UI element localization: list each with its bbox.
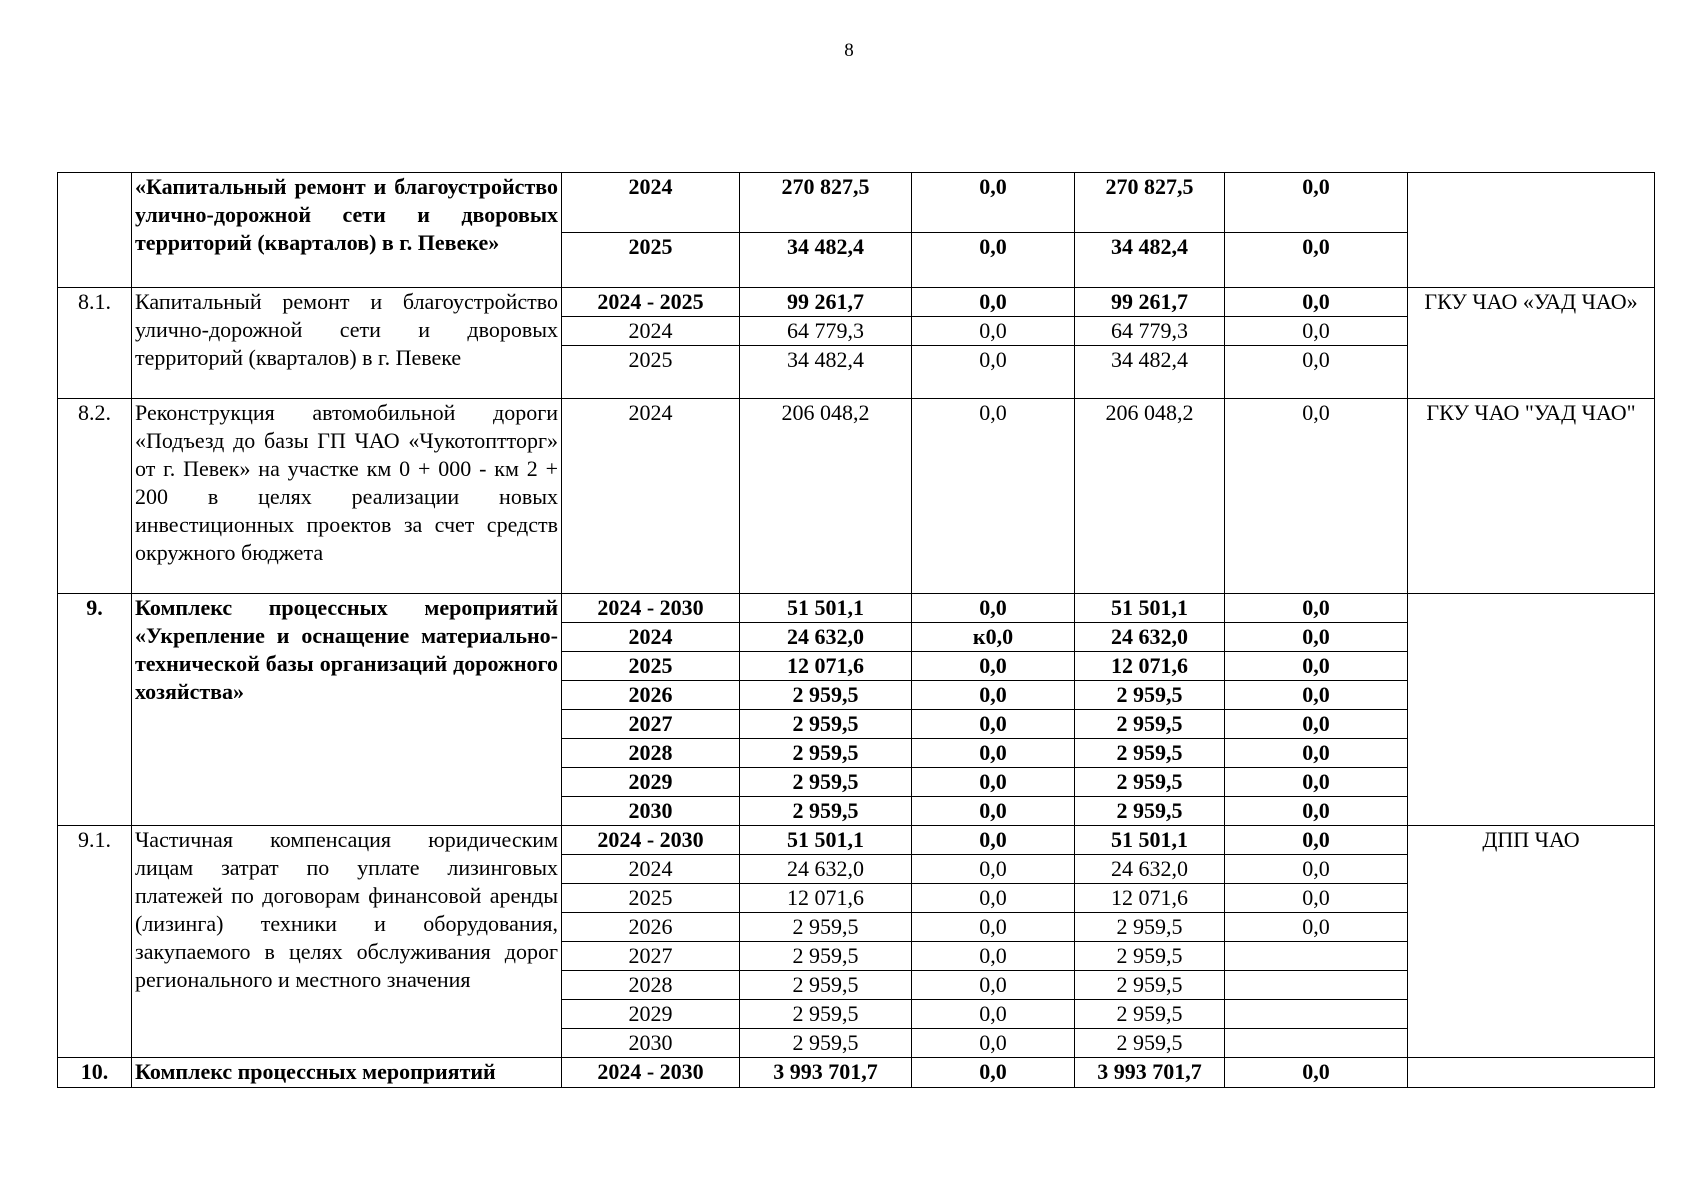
regional-cell: 2 959,5 (1075, 797, 1225, 826)
period-cell: 2024 (562, 855, 740, 884)
period-cell: 2028 (562, 971, 740, 1000)
other-cell: 0,0 (1225, 594, 1408, 623)
period-cell: 2024 - 2030 (562, 826, 740, 855)
period-cell: 2024 (562, 317, 740, 346)
total-cell: 12 071,6 (740, 884, 912, 913)
federal-cell: 0,0 (912, 288, 1075, 317)
total-cell: 34 482,4 (740, 346, 912, 399)
period-cell: 2024 (562, 623, 740, 652)
federal-cell: 0,0 (912, 594, 1075, 623)
period-cell: 2025 (562, 884, 740, 913)
other-cell: 0,0 (1225, 288, 1408, 317)
table-row (58, 288, 1655, 317)
item-description: Комплекс процессных мероприятий (132, 1058, 562, 1088)
period-cell: 2024 (562, 399, 740, 594)
period-cell: 2025 (562, 652, 740, 681)
federal-cell: 0,0 (912, 399, 1075, 594)
table-row (58, 826, 1655, 855)
period-cell: 2024 - 2030 (562, 594, 740, 623)
period-cell: 2026 (562, 681, 740, 710)
period-cell: 2029 (562, 768, 740, 797)
total-cell: 2 959,5 (740, 710, 912, 739)
item-description: Капитальный ремонт и благоустройство улично-дорожной сети и дворовых территорий (кварталов) в г. Певеке (132, 288, 562, 399)
other-cell (1225, 1000, 1408, 1029)
regional-cell: 12 071,6 (1075, 652, 1225, 681)
federal-cell: 0,0 (912, 317, 1075, 346)
executor-cell (1408, 594, 1655, 826)
regional-cell: 34 482,4 (1075, 346, 1225, 399)
federal-cell: 0,0 (912, 1029, 1075, 1058)
other-cell: 0,0 (1225, 652, 1408, 681)
period-cell: 2028 (562, 739, 740, 768)
other-cell (1225, 942, 1408, 971)
regional-cell: 2 959,5 (1075, 681, 1225, 710)
total-cell: 2 959,5 (740, 971, 912, 1000)
period-cell: 2027 (562, 710, 740, 739)
other-cell (1225, 971, 1408, 1000)
other-cell: 0,0 (1225, 346, 1408, 399)
item-description: Частичная компенсация юридическим лицам затрат по уплате лизинговых платежей по договорам финансовой аренды (лизинга) техники и оборудования, закупаемого в целях обслуживания дорог регионального и местного значения (132, 826, 562, 1058)
federal-cell: 0,0 (912, 710, 1075, 739)
item-description: Комплекс процессных мероприятий «Укрепление и оснащение материально-технической базы организаций дорожного хозяйства» (132, 594, 562, 826)
federal-cell: 0,0 (912, 971, 1075, 1000)
other-cell: 0,0 (1225, 913, 1408, 942)
regional-cell: 270 827,5 (1075, 173, 1225, 233)
item-number (58, 173, 132, 288)
period-cell: 2029 (562, 1000, 740, 1029)
item-description: «Капитальный ремонт и благоустройство улично-дорожной сети и дворовых территорий (кварталов) в г. Певеке» (132, 173, 562, 288)
executor-cell: ГКУ ЧАО "УАД ЧАО" (1408, 399, 1655, 594)
period-cell: 2024 (562, 173, 740, 233)
total-cell: 206 048,2 (740, 399, 912, 594)
other-cell (1225, 1029, 1408, 1058)
table-row (58, 1058, 1655, 1088)
period-cell: 2024 - 2030 (562, 1058, 740, 1088)
period-cell: 2026 (562, 913, 740, 942)
other-cell: 0,0 (1225, 399, 1408, 594)
federal-cell: 0,0 (912, 173, 1075, 233)
total-cell: 2 959,5 (740, 1029, 912, 1058)
total-cell: 64 779,3 (740, 317, 912, 346)
period-cell: 2027 (562, 942, 740, 971)
regional-cell: 51 501,1 (1075, 594, 1225, 623)
total-cell: 51 501,1 (740, 826, 912, 855)
period-cell: 2030 (562, 1029, 740, 1058)
period-cell: 2024 - 2025 (562, 288, 740, 317)
total-cell: 2 959,5 (740, 1000, 912, 1029)
federal-cell: 0,0 (912, 739, 1075, 768)
item-number: 10. (58, 1058, 132, 1088)
total-cell: 270 827,5 (740, 173, 912, 233)
regional-cell: 2 959,5 (1075, 913, 1225, 942)
federal-cell: 0,0 (912, 681, 1075, 710)
regional-cell: 51 501,1 (1075, 826, 1225, 855)
item-number: 8.1. (58, 288, 132, 399)
period-cell: 2030 (562, 797, 740, 826)
executor-cell: ДПП ЧАО (1408, 826, 1655, 1058)
total-cell: 99 261,7 (740, 288, 912, 317)
other-cell: 0,0 (1225, 317, 1408, 346)
other-cell: 0,0 (1225, 855, 1408, 884)
regional-cell: 24 632,0 (1075, 855, 1225, 884)
total-cell: 34 482,4 (740, 233, 912, 288)
regional-cell: 2 959,5 (1075, 739, 1225, 768)
federal-cell: 0,0 (912, 855, 1075, 884)
total-cell: 2 959,5 (740, 797, 912, 826)
total-cell: 24 632,0 (740, 623, 912, 652)
federal-cell: 0,0 (912, 768, 1075, 797)
federal-cell: 0,0 (912, 1000, 1075, 1029)
total-cell: 2 959,5 (740, 739, 912, 768)
federal-cell: 0,0 (912, 884, 1075, 913)
federal-cell: к0,0 (912, 623, 1075, 652)
item-number: 9. (58, 594, 132, 826)
other-cell: 0,0 (1225, 826, 1408, 855)
regional-cell: 99 261,7 (1075, 288, 1225, 317)
period-cell: 2025 (562, 346, 740, 399)
regional-cell: 2 959,5 (1075, 971, 1225, 1000)
total-cell: 12 071,6 (740, 652, 912, 681)
table-row (58, 173, 1655, 233)
regional-cell: 24 632,0 (1075, 623, 1225, 652)
item-description: Реконструкция автомобильной дороги «Подъезд до базы ГП ЧАО «Чукотоптторг» от г. Певек» на участке км 0 + 000 - км 2 + 200 в целях реализации новых инвестиционных проектов за счет средств окружного бюджета (132, 399, 562, 594)
executor-cell (1408, 1058, 1655, 1088)
period-cell: 2025 (562, 233, 740, 288)
other-cell: 0,0 (1225, 884, 1408, 913)
other-cell: 0,0 (1225, 768, 1408, 797)
other-cell: 0,0 (1225, 623, 1408, 652)
regional-cell: 12 071,6 (1075, 884, 1225, 913)
regional-cell: 34 482,4 (1075, 233, 1225, 288)
executor-cell: ГКУ ЧАО «УАД ЧАО» (1408, 288, 1655, 399)
total-cell: 3 993 701,7 (740, 1058, 912, 1088)
other-cell: 0,0 (1225, 710, 1408, 739)
regional-cell: 2 959,5 (1075, 1000, 1225, 1029)
executor-cell (1408, 173, 1655, 288)
total-cell: 2 959,5 (740, 913, 912, 942)
other-cell: 0,0 (1225, 173, 1408, 233)
federal-cell: 0,0 (912, 346, 1075, 399)
total-cell: 2 959,5 (740, 768, 912, 797)
regional-cell: 206 048,2 (1075, 399, 1225, 594)
other-cell: 0,0 (1225, 233, 1408, 288)
regional-cell: 2 959,5 (1075, 942, 1225, 971)
table-row (58, 399, 1655, 594)
regional-cell: 2 959,5 (1075, 710, 1225, 739)
federal-cell: 0,0 (912, 942, 1075, 971)
other-cell: 0,0 (1225, 797, 1408, 826)
total-cell: 2 959,5 (740, 942, 912, 971)
total-cell: 51 501,1 (740, 594, 912, 623)
regional-cell: 3 993 701,7 (1075, 1058, 1225, 1088)
federal-cell: 0,0 (912, 797, 1075, 826)
total-cell: 2 959,5 (740, 681, 912, 710)
federal-cell: 0,0 (912, 826, 1075, 855)
other-cell: 0,0 (1225, 681, 1408, 710)
other-cell: 0,0 (1225, 739, 1408, 768)
table-row (58, 594, 1655, 623)
item-number: 9.1. (58, 826, 132, 1058)
federal-cell: 0,0 (912, 1058, 1075, 1088)
regional-cell: 64 779,3 (1075, 317, 1225, 346)
federal-cell: 0,0 (912, 652, 1075, 681)
total-cell: 24 632,0 (740, 855, 912, 884)
regional-cell: 2 959,5 (1075, 1029, 1225, 1058)
budget-table (57, 172, 1655, 1088)
regional-cell: 2 959,5 (1075, 768, 1225, 797)
federal-cell: 0,0 (912, 913, 1075, 942)
page-number: 8 (844, 40, 854, 61)
other-cell: 0,0 (1225, 1058, 1408, 1088)
item-number: 8.2. (58, 399, 132, 594)
federal-cell: 0,0 (912, 233, 1075, 288)
